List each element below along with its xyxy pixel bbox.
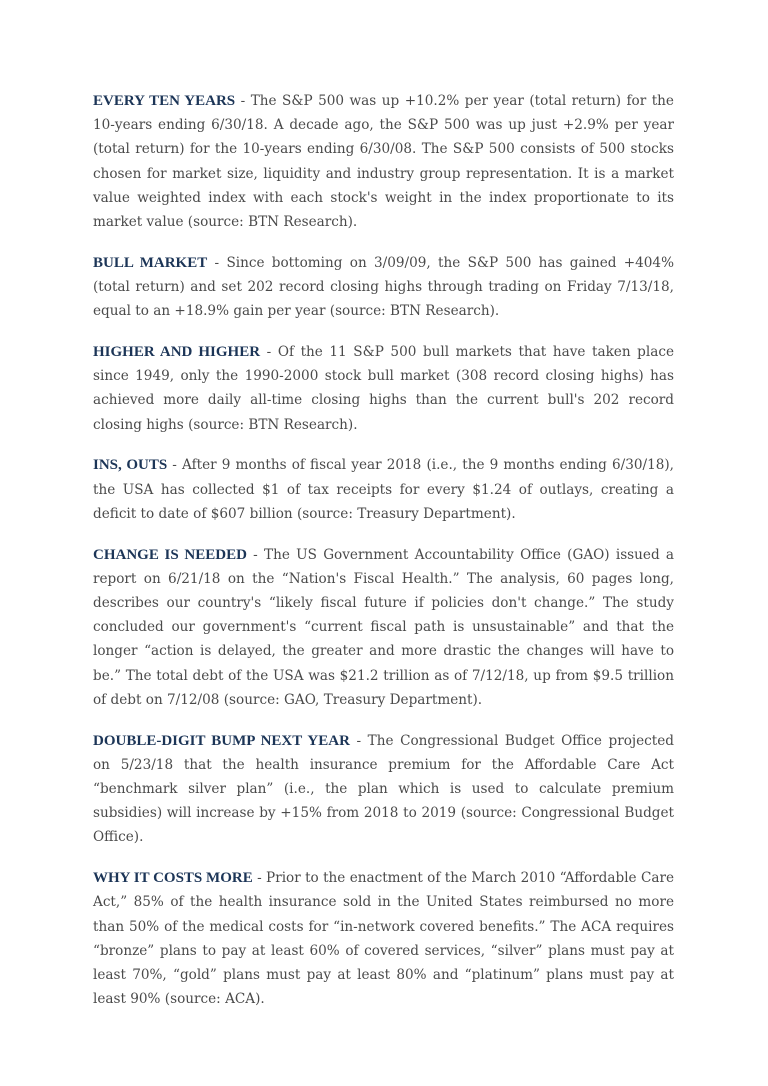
section-body: Prior to the enactment of the March 2010 “Affordable Care Act,” 85% of the health insurance sold in the United States reimbursed no more than 50% of the medical costs for “in-network covered benefits.” The ACA requires “bronze” plans to pay at least 60% of covered services, “silver” plans must pay at least 70%, “gold” plans must pay at least 80% and “platinum” plans must pay at least 90% (source: ACA).	[93, 870, 674, 1008]
heading-separator: -	[207, 254, 227, 271]
document-page	[93, 89, 674, 1028]
heading-separator: -	[260, 344, 278, 361]
section-double-digit-bump	[93, 729, 674, 850]
section-body: The Congressional Budget Office projected on 5/23/18 that the health insurance premium for the Affordable Care Act “benchmark silver plan” (i.e., the plan which is used to calculate premium subsidies) will increase by +15% from 2018 to 2019 (source: Congressional Budget Office).	[93, 732, 674, 846]
heading-separator: -	[252, 870, 267, 887]
section-heading: BULL MARKET	[93, 254, 208, 271]
section-heading: EVERY TEN YEARS	[93, 93, 236, 109]
heading-separator: -	[235, 93, 251, 109]
section-heading: CHANGE IS NEEDED	[93, 546, 247, 563]
section-body: After 9 months of fiscal year 2018 (i.e., the 9 months ending 6/30/18), the USA has collected $1 of tax receipts for every $1.24 of outlays, creating a deficit to date of $607 billion (source: Treasury Department).	[93, 457, 675, 522]
section-heading: WHY IT COSTS MORE	[93, 870, 253, 887]
section-higher-and-higher	[93, 340, 674, 437]
section-ins-outs	[93, 453, 674, 526]
section-bull-market	[93, 251, 674, 324]
heading-separator: -	[246, 546, 265, 563]
section-body: Of the 11 S&P 500 bull markets that have taken place since 1949, only the 1990-2000 stock bull market (308 record closing highs) has achieved more daily all-time closing highs than the current bull's 202 record closing highs (source: BTN Research).	[93, 344, 674, 433]
section-heading: INS, OUTS	[93, 457, 168, 474]
section-heading: HIGHER AND HIGHER	[93, 344, 261, 361]
heading-separator: -	[349, 732, 368, 749]
section-every-ten-years	[93, 89, 674, 234]
section-change-is-needed	[93, 543, 674, 712]
section-why-it-costs-more	[93, 866, 674, 1011]
section-heading: DOUBLE-DIGIT BUMP NEXT YEAR	[93, 732, 350, 749]
section-body: The US Government Accountability Office (GAO) issued a report on 6/21/18 on the “Nation's Fiscal Health.” The analysis, 60 pages long, describes our country's “likely fiscal future if policies don't change.” The study concluded our government's “current fiscal path is unsustainable” and that the longer “action is delayed, the greater and more drastic the changes will have to be.” The total debt of the USA was $21.2 trillion as of 7/12/18, up from $9.5 trillion of debt on 7/12/08 (source: GAO, Treasury Department).	[93, 546, 675, 708]
heading-separator: -	[167, 457, 183, 474]
section-body: The S&P 500 was up +10.2% per year (total return) for the 10-years ending 6/30/18. A decade ago, the S&P 500 was up just +2.9% per year (total return) for the 10-years ending 6/30/08. The S&P 500 consists of 500 stocks chosen for market size, liquidity and industry group representation. It is a market value weighted index with each stock's weight in the index proportionate to its market value (source: BTN Research).	[93, 93, 674, 231]
section-body: Since bottoming on 3/09/09, the S&P 500 has gained +404% (total return) and set 202 record closing highs through trading on Friday 7/13/18, equal to an +18.9% gain per year (source: BTN Research).	[93, 254, 674, 320]
